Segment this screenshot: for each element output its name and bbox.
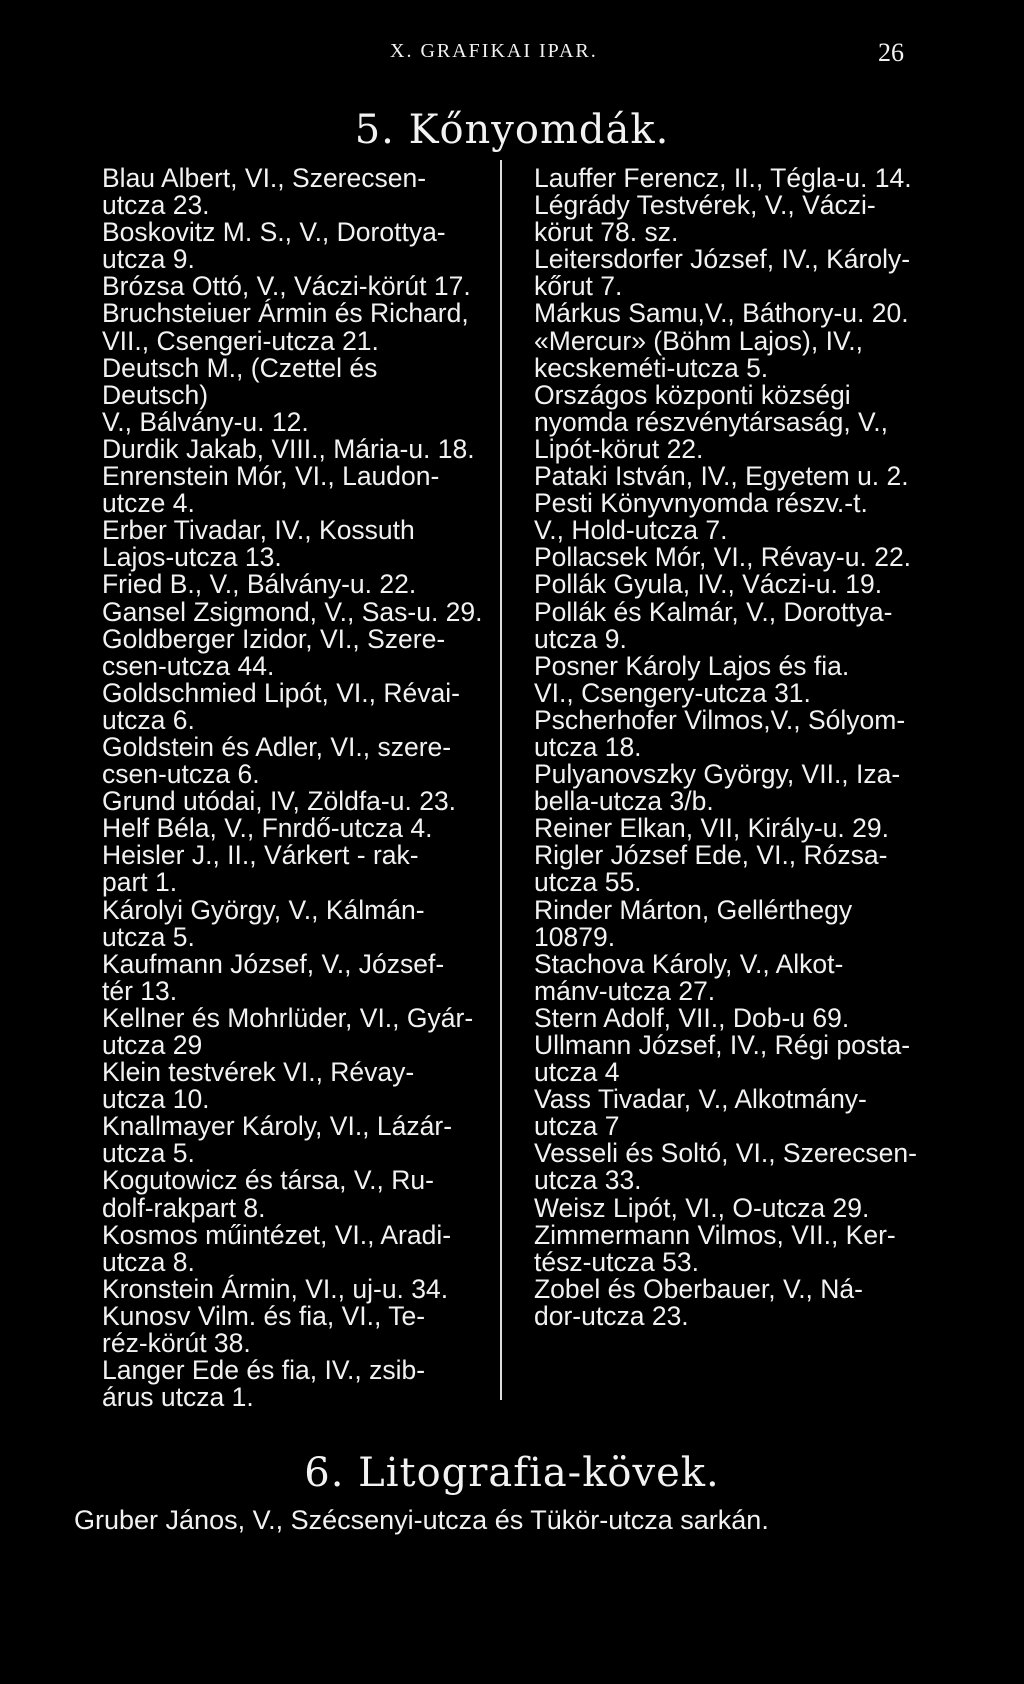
- directory-line: Zobel és Oberbauer, V., Ná-: [534, 1273, 863, 1304]
- directory-line: Helf Béla, V., Fnrdő-utcza 4.: [102, 813, 433, 844]
- directory-line: utcza 8.: [102, 1246, 195, 1277]
- section-title-litografia-kovek: 6. Litografia-kövek.: [304, 1450, 720, 1496]
- directory-line: Brózsa Ottó, V., Váczi-körút 17.: [102, 271, 471, 302]
- directory-line: Ullmann József, IV., Régi posta-: [534, 1030, 911, 1060]
- directory-line: Goldschmied Lipót, VI., Révai-: [102, 677, 460, 708]
- directory-line: utcze 4.: [102, 488, 195, 519]
- directory-line: Bruchsteiuer Ármin és Richard,: [102, 298, 469, 329]
- directory-line: Kronstein Ármin, VI., uj-u. 34.: [102, 1273, 449, 1304]
- directory-line: utcza 6.: [102, 704, 195, 735]
- directory-line: Posner Károly Lajos és fia.: [534, 650, 850, 681]
- directory-line: Grund utódai, IV, Zöldfa-u. 23.: [102, 786, 457, 817]
- directory-line: Vesseli és Soltó, VI., Szerecsen-: [534, 1138, 917, 1169]
- column-divider: [500, 160, 502, 1400]
- directory-line: Vass Tivadar, V., Alkotmány-: [534, 1084, 867, 1115]
- directory-line: Fried B., V., Bálvány-u. 22.: [102, 569, 417, 600]
- directory-line: Kosmos műintézet, VI., Aradi-: [102, 1219, 452, 1250]
- directory-line: Zimmermann Vilmos, VII., Ker-: [534, 1219, 896, 1250]
- directory-line: 10879.: [534, 921, 616, 952]
- directory-line: utcza 33.: [534, 1165, 642, 1196]
- directory-line: utcza 5.: [102, 921, 195, 952]
- directory-line: Rigler József Ede, VI., Rózsa-: [534, 840, 888, 871]
- page-header: [0, 40, 1024, 74]
- directory-line: kecskeméti-utcza 5.: [534, 352, 769, 383]
- directory-line: Kellner és Mohrlüder, VI., Gyár-: [102, 1002, 474, 1033]
- directory-line: Pulyanovszky György, VII., Iza-: [534, 759, 901, 790]
- directory-line: Pataki István, IV., Egyetem u. 2.: [534, 461, 909, 492]
- directory-line: Boskovitz M. S., V., Dorottya-: [102, 217, 446, 248]
- chapter-title: X. GRAFIKAI IPAR.: [390, 40, 598, 62]
- directory-line: utcza 5.: [102, 1138, 195, 1169]
- right-column: [534, 165, 930, 1330]
- directory-line: utcza 9.: [102, 244, 195, 275]
- directory-line: Heisler J., II., Várkert - rak-: [102, 840, 419, 871]
- directory-line: Goldstein és Adler, VI., szere-: [102, 731, 452, 762]
- directory-line: Pollák Gyula, IV., Váczi-u. 19.: [534, 569, 883, 600]
- directory-line: V., Bálvány-u. 12.: [102, 406, 309, 437]
- directory-line: Deutsch M., (Czettel és Deutsch): [102, 352, 378, 410]
- directory-line: Rinder Márton, Gellérthegy: [534, 894, 853, 925]
- directory-line: Kaufmann József, V., József-: [102, 948, 445, 979]
- directory-line: Lipót-körut 22.: [534, 433, 704, 464]
- directory-line: Erber Tivadar, IV., Kossuth: [102, 515, 415, 546]
- directory-line: Lajos-utcza 13.: [102, 542, 282, 573]
- directory-line: dolf-rakpart 8.: [102, 1192, 266, 1223]
- directory-line: utcza 9.: [534, 623, 627, 654]
- directory-line: utcza 55.: [534, 867, 642, 898]
- directory-line: Klein testvérek VI., Révay-: [102, 1057, 415, 1088]
- directory-line: Enrenstein Mór, VI., Laudon-: [102, 461, 440, 492]
- directory-line: Országos központi községi: [534, 379, 851, 410]
- directory-line: csen-utcza 44.: [102, 650, 275, 681]
- directory-line: mánv-utcza 27.: [534, 975, 716, 1006]
- directory-line: Reiner Elkan, VII, Király-u. 29.: [534, 813, 889, 844]
- directory-line: dor-utcza 23.: [534, 1300, 689, 1331]
- directory-line: Knallmayer Károly, VI., Lázár-: [102, 1111, 453, 1142]
- directory-line: Langer Ede és fia, IV., zsib-: [102, 1355, 426, 1386]
- directory-line: kőrut 7.: [534, 271, 623, 302]
- directory-line: Károlyi György, V., Kálmán-: [102, 894, 425, 925]
- directory-line: VII., Csengeri-utcza 21.: [102, 325, 379, 356]
- directory-line: bella-utcza 3/b.: [534, 786, 714, 817]
- directory-line: Goldberger Izidor, VI., Szere-: [102, 623, 446, 654]
- directory-line: Lauffer Ferencz, II., Tégla-u. 14.: [534, 163, 912, 193]
- directory-line: utcza 23.: [102, 190, 210, 221]
- directory-line: utcza 4: [534, 1057, 620, 1088]
- litografia-entry: Gruber János, V., Szécsenyi-utcza és Tükör-utcza sarkán.: [74, 1505, 769, 1535]
- directory-line: Blau Albert, VI., Szerecsen-: [102, 163, 427, 193]
- directory-line: Gansel Zsigmond, V., Sas-u. 29.: [102, 596, 483, 627]
- directory-line: tér 13.: [102, 975, 178, 1006]
- directory-line: Pesti Könyvnyomda részv.-t.: [534, 488, 868, 519]
- directory-line: csen-utcza 6.: [102, 759, 260, 790]
- directory-line: Pollák és Kalmár, V., Dorottya-: [534, 596, 893, 627]
- directory-line: part 1.: [102, 867, 178, 898]
- directory-line: Kunosv Vilm. és fia, VI., Te-: [102, 1300, 426, 1331]
- directory-line: Pollacsek Mór, VI., Révay-u. 22.: [534, 542, 912, 573]
- left-column: [102, 165, 490, 1411]
- directory-line: réz-körút 38.: [102, 1328, 251, 1359]
- directory-line: VI., Csengery-utcza 31.: [534, 677, 811, 708]
- directory-line: utcza 7: [534, 1111, 620, 1142]
- directory-line: «Mercur» (Böhm Lajos), IV.,: [534, 325, 863, 356]
- page-number: 26: [878, 38, 904, 67]
- directory-line: Légrády Testvérek, V., Váczi-: [534, 190, 876, 221]
- directory-line: Leitersdorfer József, IV., Károly-: [534, 244, 911, 275]
- directory-line: körut 78. sz.: [534, 217, 679, 248]
- section-title-konyomdak: 5. Kőnyomdák.: [354, 107, 670, 153]
- directory-line: Weisz Lipót, VI., O-utcza 29.: [534, 1192, 870, 1223]
- directory-line: tész-utcza 53.: [534, 1246, 699, 1277]
- directory-line: utcza 10.: [102, 1084, 210, 1115]
- directory-line: Márkus Samu,V., Báthory-u. 20.: [534, 298, 909, 329]
- directory-line: Pscherhofer Vilmos,V., Sólyom-: [534, 704, 906, 735]
- directory-line: árus utcza 1.: [102, 1382, 254, 1413]
- directory-line: utcza 18.: [534, 731, 642, 762]
- directory-line: nyomda részvénytársaság, V.,: [534, 406, 889, 437]
- directory-line: Durdik Jakab, VIII., Mária-u. 18.: [102, 433, 475, 464]
- directory-line: Stern Adolf, VII., Dob-u 69.: [534, 1002, 850, 1033]
- directory-line: Stachova Károly, V., Alkot-: [534, 948, 844, 979]
- directory-line: utcza 29: [102, 1030, 203, 1060]
- directory-line: V., Hold-utcza 7.: [534, 515, 728, 546]
- directory-line: Kogutowicz és társa, V., Ru-: [102, 1165, 434, 1196]
